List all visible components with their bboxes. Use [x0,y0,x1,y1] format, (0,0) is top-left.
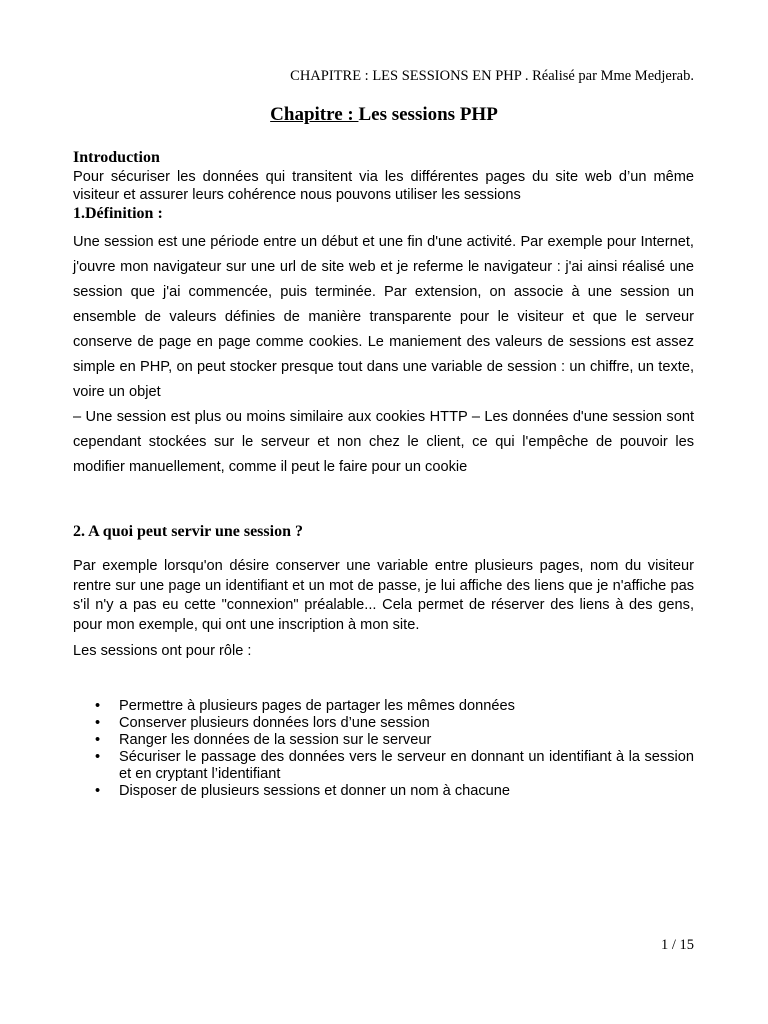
list-item [73,749,694,783]
definition-section [73,230,694,480]
definition-paragraph-1: Une session est une période entre un début et une fin d'une activité. Par exemple pour Internet, j'ouvre mon navigateur sur une url de site web et je referme le navigateur : j'ai ainsi réalisé une session que j'ai commencée, puis terminée. Par extension, on associe à une session un ensemble de valeurs définies de manière transparente pour le visiteur et que le serveur conserve de page en page comme cookies. Le maniement des valeurs de sessions est assez simple en PHP, on peut stocker presque tout dans une variable de session : un chiffre, un texte, voire un objet [73,234,694,400]
bullet-icon: • [95,732,101,748]
usage-heading: 2. A quoi peut servir une session ? [73,523,303,540]
usage-text: Par exemple lorsqu'on désire conserver une variable entre plusieurs pages, nom du visiteur rentre sur une page un identifiant et un mot de passe, je lui affiche des liens que je n'affiche pas s'il n'y a pas eu cette "connexion" préalable... Cela permet de réserver des liens à des gens, pour mon exemple, qui ont une inscription à mon site. [73,558,694,633]
introduction-paragraph [73,169,694,204]
list-item-text: Ranger les données de la session sur le serveur [119,732,432,748]
bullet-icon: • [95,783,101,799]
list-item [73,715,694,732]
definition-paragraph-2: – Une session est plus ou moins similaire aux cookies HTTP – Les données d'une session sont cependant stockées sur le serveur et non chez le client, ce qui l'empêche de pouvoir les modifier manuellement, comme il peut le faire pour un cookie [73,409,694,475]
running-header: CHAPITRE : LES SESSIONS EN PHP . Réalisé par Mme Medjerab. [290,68,694,84]
chapter-title-text: Les sessions PHP [358,104,498,125]
bullet-icon: • [95,698,101,714]
bullet-icon: • [95,715,101,731]
list-item [73,698,694,715]
introduction-text: Pour sécuriser les données qui transitent via les différentes pages du site web d’un même visiteur et assurer leurs cohérence nous pouvons utiliser les sessions [73,169,694,203]
list-item [73,783,694,800]
definition-heading: 1.Définition : [73,205,163,222]
roles-intro: Les sessions ont pour rôle : [73,643,252,659]
bullet-icon: • [95,749,101,765]
roles-list [73,698,694,800]
list-item-text: Permettre à plusieurs pages de partager les mêmes données [119,698,515,714]
chapter-title-label: Chapitre : [270,104,359,125]
introduction-heading: Introduction [73,149,160,166]
usage-paragraph [73,557,694,635]
page-number: 1 / 15 [660,937,694,953]
list-item-text: Sécuriser le passage des données vers le serveur en donnant un identifiant à la session et en cryptant l’identifiant [119,749,694,782]
list-item-text: Conserver plusieurs données lors d’une session [119,715,430,731]
chapter-title [0,104,768,126]
list-item [73,732,694,749]
list-item-text: Disposer de plusieurs sessions et donner un nom à chacune [119,783,511,799]
